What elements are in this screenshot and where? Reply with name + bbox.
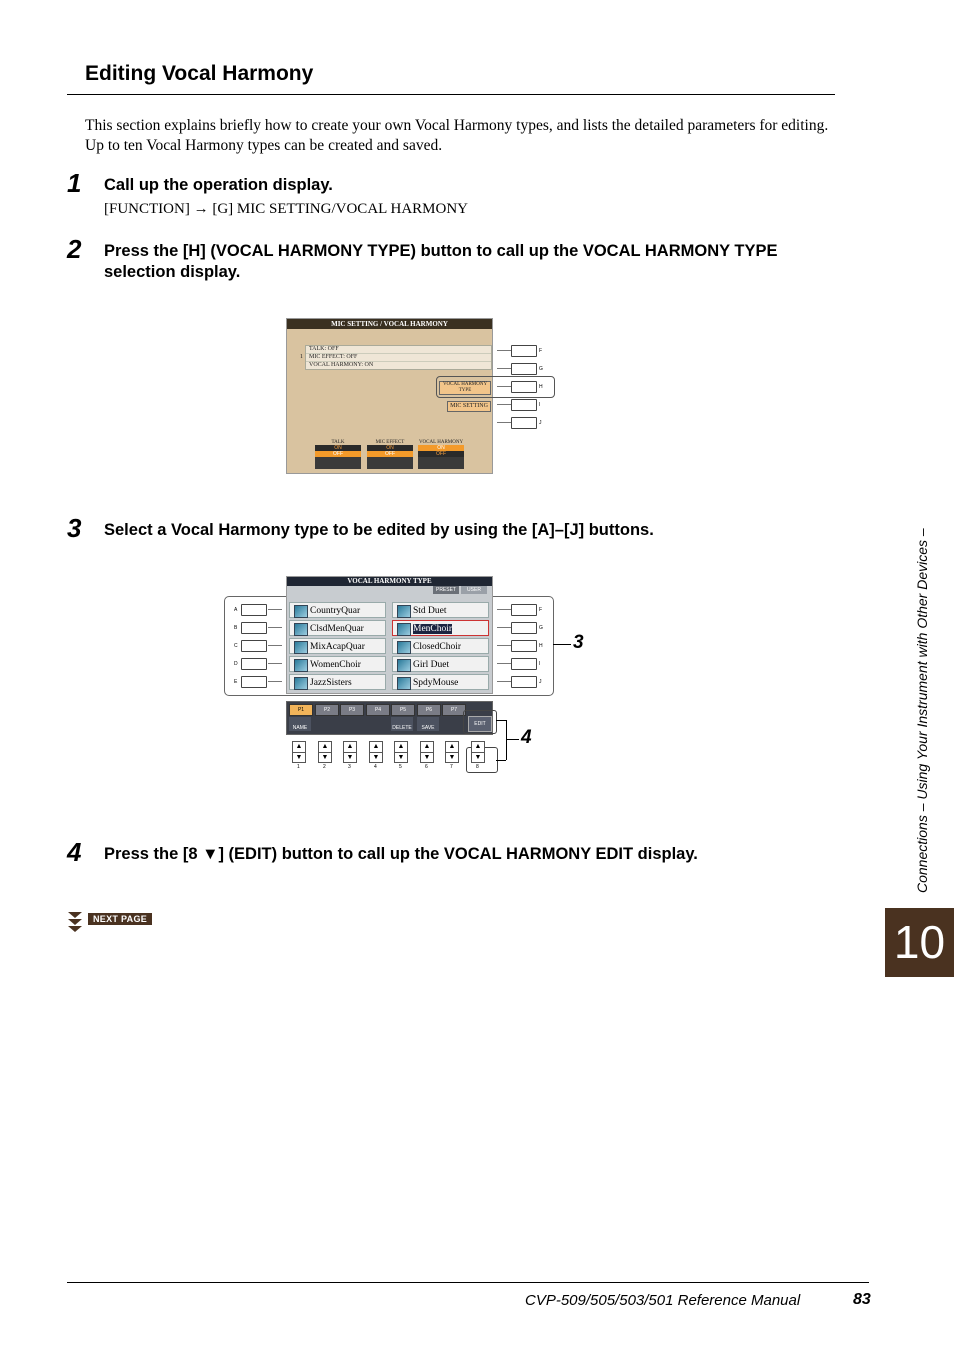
hw-button-c[interactable] — [241, 640, 267, 652]
hw-label: I — [539, 402, 541, 408]
chapter-tab: 10 — [885, 908, 954, 977]
mic-effect-switch[interactable] — [367, 440, 413, 469]
screen-title: MIC SETTING / VOCAL HARMONY — [287, 319, 492, 329]
page-tab[interactable]: P1 — [289, 704, 313, 716]
hw-button-h[interactable] — [511, 640, 537, 652]
updown-button-7[interactable] — [445, 741, 459, 763]
button-number: 3 — [348, 764, 351, 770]
switch-on: ON — [418, 445, 464, 451]
down-arrow-icon[interactable]: ▼ — [372, 754, 380, 761]
list-item[interactable]: VOCAL HARMONY: ON — [309, 362, 374, 368]
callout-4: 4 — [521, 727, 532, 748]
screen-title: VOCAL HARMONY TYPE — [287, 577, 492, 586]
hw-label: B — [234, 625, 238, 631]
up-arrow-icon[interactable]: ▲ — [293, 742, 305, 753]
updown-button-4[interactable] — [369, 741, 383, 763]
step-3-text: Select a Vocal Harmony type to be edited by using the [A]–[J] buttons. — [104, 521, 654, 539]
intro-paragraph: This section explains briefly how to create your own Vocal Harmony types, and lists the detailed parameters for editing. Up to ten Vocal Harmony types can be created and saved. — [85, 117, 829, 154]
switch-label: VOCAL HARMONY — [418, 440, 464, 445]
hw-button-a[interactable] — [241, 604, 267, 616]
up-arrow-icon[interactable]: ▲ — [446, 742, 458, 753]
hw-button-g[interactable] — [511, 363, 537, 375]
up-arrow-icon[interactable]: ▲ — [319, 742, 331, 753]
hw-label: G — [539, 366, 543, 372]
vh-item[interactable]: JazzSisters — [289, 674, 386, 690]
button-number: 8 — [476, 764, 479, 770]
step-1-text: Call up the operation display. — [104, 176, 333, 194]
hw-button-e[interactable] — [241, 676, 267, 688]
updown-button-3[interactable] — [343, 741, 357, 763]
footer-rule — [67, 1282, 869, 1283]
harmony-icon — [397, 659, 411, 672]
switch-label: TALK — [331, 440, 345, 445]
hw-label: D — [234, 661, 238, 667]
button-number: 7 — [450, 764, 453, 770]
updown-button-5[interactable] — [394, 741, 408, 763]
edit-button[interactable]: EDIT — [468, 716, 492, 732]
tab-preset[interactable]: PRESET — [433, 586, 459, 594]
hw-button-i[interactable] — [511, 399, 537, 411]
updown-button-8[interactable] — [471, 741, 485, 763]
down-arrow-icon[interactable]: ▼ — [295, 754, 303, 761]
step-2-text: Press the [H] (VOCAL HARMONY TYPE) button to call up the VOCAL HARMONY TYPE selection display. — [104, 242, 778, 281]
page-tab[interactable]: P6 — [417, 704, 441, 716]
harmony-icon — [397, 623, 411, 636]
footer-manual-title: CVP-509/505/503/501 Reference Manual — [525, 1292, 801, 1309]
harmony-icon — [397, 605, 411, 618]
hw-button-f[interactable] — [511, 345, 537, 357]
vocal-harmony-type-screen — [286, 576, 493, 694]
hw-label: C — [234, 643, 238, 649]
hw-label: E — [234, 679, 238, 685]
switch-off: OFF — [367, 451, 413, 457]
switch-on: ON — [315, 445, 361, 451]
hw-label: J — [539, 420, 542, 426]
button-number: 5 — [399, 764, 402, 770]
delete-button[interactable]: DELETE — [391, 717, 413, 731]
vh-item[interactable]: CountryQuar — [289, 602, 386, 618]
hw-button-j[interactable] — [511, 417, 537, 429]
mic-setting-button[interactable]: MIC SETTING — [447, 401, 491, 412]
hw-button-g[interactable] — [511, 622, 537, 634]
vh-item[interactable]: WomenChoir — [289, 656, 386, 672]
side-chapter-title: Connections – Using Your Instrument with Other Devices – — [914, 528, 930, 893]
switch-label: MIC EFFECT — [375, 440, 405, 445]
step-4-text: Press the [8 ▼] (EDIT) button to call up the VOCAL HARMONY EDIT display. — [104, 845, 698, 863]
up-arrow-icon[interactable]: ▲ — [472, 742, 484, 753]
name-button[interactable]: NAME — [289, 717, 311, 731]
button-number: 1 — [297, 764, 300, 770]
highlight-box — [436, 376, 555, 398]
button-number: 4 — [374, 764, 377, 770]
page-tab[interactable]: P5 — [391, 704, 415, 716]
page-tab[interactable]: P7 — [442, 704, 466, 716]
up-arrow-icon[interactable]: ▲ — [421, 742, 433, 753]
vh-item[interactable]: ClsdMenQuar — [289, 620, 386, 636]
step-1-number: 1 — [67, 168, 82, 198]
step-4-number: 4 — [67, 837, 82, 867]
tab-user[interactable]: USER — [461, 586, 487, 594]
harmony-icon — [397, 641, 411, 654]
switch-off: OFF — [315, 451, 361, 457]
list-item[interactable]: TALK: OFF — [306, 346, 491, 354]
harmony-icon — [294, 605, 308, 618]
harmony-icon — [397, 677, 411, 690]
row-number: 1 — [300, 354, 303, 360]
page-tab[interactable]: P2 — [315, 704, 339, 716]
button-number: 2 — [323, 764, 326, 770]
talk-switch[interactable] — [315, 440, 361, 469]
switch-on: ON — [367, 445, 413, 451]
hw-label: I — [539, 661, 541, 667]
step-3-number: 3 — [67, 513, 82, 543]
vocal-harmony-switch[interactable] — [418, 440, 464, 469]
down-arrow-icon[interactable]: ▼ — [423, 754, 431, 761]
hw-label: F — [539, 348, 543, 354]
settings-list — [305, 345, 492, 370]
down-arrow-icon[interactable]: ▼ — [474, 754, 482, 761]
hw-button-j[interactable] — [511, 676, 537, 688]
vh-item-selected[interactable]: MenChoir — [392, 620, 489, 636]
harmony-icon — [294, 659, 308, 672]
vh-item[interactable]: ClosedChoir — [392, 638, 489, 654]
step-1-path: [FUNCTION] → [G] MIC SETTING/VOCAL HARMONY — [104, 201, 469, 217]
page-number: 83 — [853, 1291, 871, 1308]
hw-button-b[interactable] — [241, 622, 267, 634]
hw-label: J — [539, 679, 542, 685]
hw-button-h[interactable] — [511, 381, 537, 393]
hw-label: G — [539, 625, 543, 631]
vh-item[interactable]: Girl Duet — [392, 656, 489, 672]
next-page-arrows-icon — [68, 912, 82, 932]
harmony-icon — [294, 677, 308, 690]
section-title: Editing Vocal Harmony — [85, 62, 314, 85]
up-arrow-icon[interactable]: ▲ — [370, 742, 382, 753]
down-arrow-icon[interactable]: ▼ — [346, 754, 354, 761]
hw-label: H — [539, 643, 543, 649]
hw-label: F — [539, 607, 543, 613]
hw-label: H — [539, 384, 543, 390]
page-tab[interactable]: P4 — [366, 704, 390, 716]
up-arrow-icon[interactable]: ▲ — [344, 742, 356, 753]
updown-button-6[interactable] — [420, 741, 434, 763]
hw-button-d[interactable] — [241, 658, 267, 670]
step-2-number: 2 — [67, 234, 82, 264]
list-item[interactable]: MIC EFFECT: OFF — [306, 354, 491, 362]
updown-button-1[interactable] — [292, 741, 306, 763]
down-arrow-icon[interactable]: ▼ — [448, 754, 456, 761]
down-arrow-icon[interactable]: ▼ — [321, 754, 329, 761]
button-number: 6 — [425, 764, 428, 770]
updown-button-2[interactable] — [318, 741, 332, 763]
save-button[interactable]: SAVE — [417, 717, 439, 731]
next-page-label: NEXT PAGE — [88, 913, 152, 925]
edit-highlight-box — [463, 710, 497, 734]
down-arrow-icon[interactable]: ▼ — [397, 754, 405, 761]
vh-item[interactable]: Std Duet — [392, 602, 489, 618]
bottom-panel — [286, 701, 493, 735]
page-tab[interactable]: P3 — [340, 704, 364, 716]
hw-button-i[interactable] — [511, 658, 537, 670]
switch-off: OFF — [418, 451, 464, 457]
title-rule — [67, 94, 835, 95]
vocal-harmony-type-button[interactable]: VOCAL HARMONY TYPE — [439, 381, 491, 395]
vh-item[interactable]: MixAcapQuar — [289, 638, 386, 654]
up-arrow-icon[interactable]: ▲ — [395, 742, 407, 753]
harmony-icon — [294, 623, 308, 636]
vh-item[interactable]: SpdyMouse — [392, 674, 489, 690]
callout-3: 3 — [573, 632, 584, 653]
hw-label: A — [234, 607, 238, 613]
hw-button-f[interactable] — [511, 604, 537, 616]
harmony-icon — [294, 641, 308, 654]
